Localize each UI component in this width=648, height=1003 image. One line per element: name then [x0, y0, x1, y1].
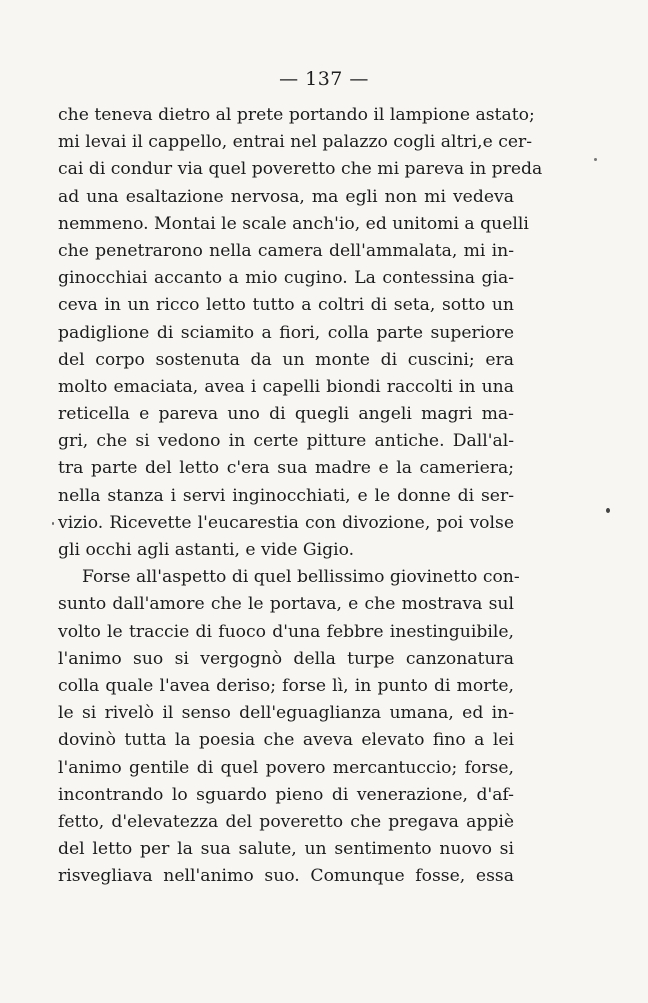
- text-line: che penetrarono nella camera dell'ammalata, mi in-: [58, 240, 514, 261]
- text-line: che teneva dietro al prete portando il lampione astato;: [58, 105, 535, 125]
- text-line: fetto, d'elevatezza del poveretto che pregava appiè: [58, 811, 514, 832]
- paper-speck: [594, 158, 597, 161]
- body-text: [58, 102, 543, 890]
- text-line: ginocchiai accanto a mio cugino. La contessina gia-: [58, 268, 514, 289]
- text-line: ceva in un ricco letto tutto a coltri di seta, sotto un: [58, 295, 514, 316]
- text-line: gri, che si vedono in certe pitture antiche. Dall'al-: [58, 431, 514, 452]
- text-line: colla quale l'avea deriso; forse lì, in punto di morte,: [58, 675, 514, 696]
- text-line: risvegliava nell'animo suo. Comunque fosse, essa: [58, 866, 514, 887]
- text-line: l'animo suo si vergognò della turpe canzonatura: [58, 648, 514, 669]
- paragraph-last-line: gli occhi agli astanti, e vide Gigio.: [58, 540, 355, 560]
- text-line: volto le traccie di fuoco d'una febbre inestinguibile,: [58, 621, 514, 642]
- text-line: cai di condur via quel poveretto che mi pareva in preda: [58, 159, 543, 180]
- text-line: reticella e pareva uno di quegli angeli magri ma-: [58, 404, 514, 425]
- text-line: le si rivelò il senso dell'eguaglianza umana, ed in-: [58, 703, 514, 724]
- text-line: padiglione di sciamito a fiori, colla parte superiore: [58, 322, 514, 343]
- text-line: del letto per la sua salute, un sentimento nuovo si: [58, 839, 514, 860]
- text-line: incontrando lo sguardo pieno di venerazione, d'af-: [58, 784, 514, 805]
- text-line: molto emaciata, avea i capelli biondi raccolti in una: [58, 376, 514, 397]
- text-line: del corpo sostenuta da un monte di cuscini; era: [58, 349, 514, 370]
- text-line: ad una esaltazione nervosa, ma egli non mi vedeva: [58, 186, 514, 207]
- paper-speck: [52, 522, 54, 525]
- text-line: l'animo gentile di quel povero mercantuccio; forse,: [58, 757, 514, 778]
- text-line: vizio. Ricevette l'eucarestia con divozione, poi volse: [58, 512, 514, 533]
- text-line: nella stanza i servi inginocchiati, e le donne di ser-: [58, 485, 514, 506]
- paper-speck: [606, 508, 610, 513]
- text-line: dovinò tutta la poesia che aveva elevato fino a lei: [58, 730, 514, 751]
- paragraph-first-line: Forse all'aspetto di quel bellissimo giovinetto con-: [82, 567, 520, 588]
- text-line: tra parte del letto c'era sua madre e la cameriera;: [58, 458, 514, 479]
- text-line: nemmeno. Montai le scale anch'io, ed unitomi a quelli: [58, 213, 529, 234]
- page-number: — 137 —: [279, 68, 369, 90]
- text-line: sunto dall'amore che le portava, e che mostrava sul: [58, 594, 514, 615]
- text-line: mi levai il cappello, entrai nel palazzo cogli altri,e cer-: [58, 132, 533, 153]
